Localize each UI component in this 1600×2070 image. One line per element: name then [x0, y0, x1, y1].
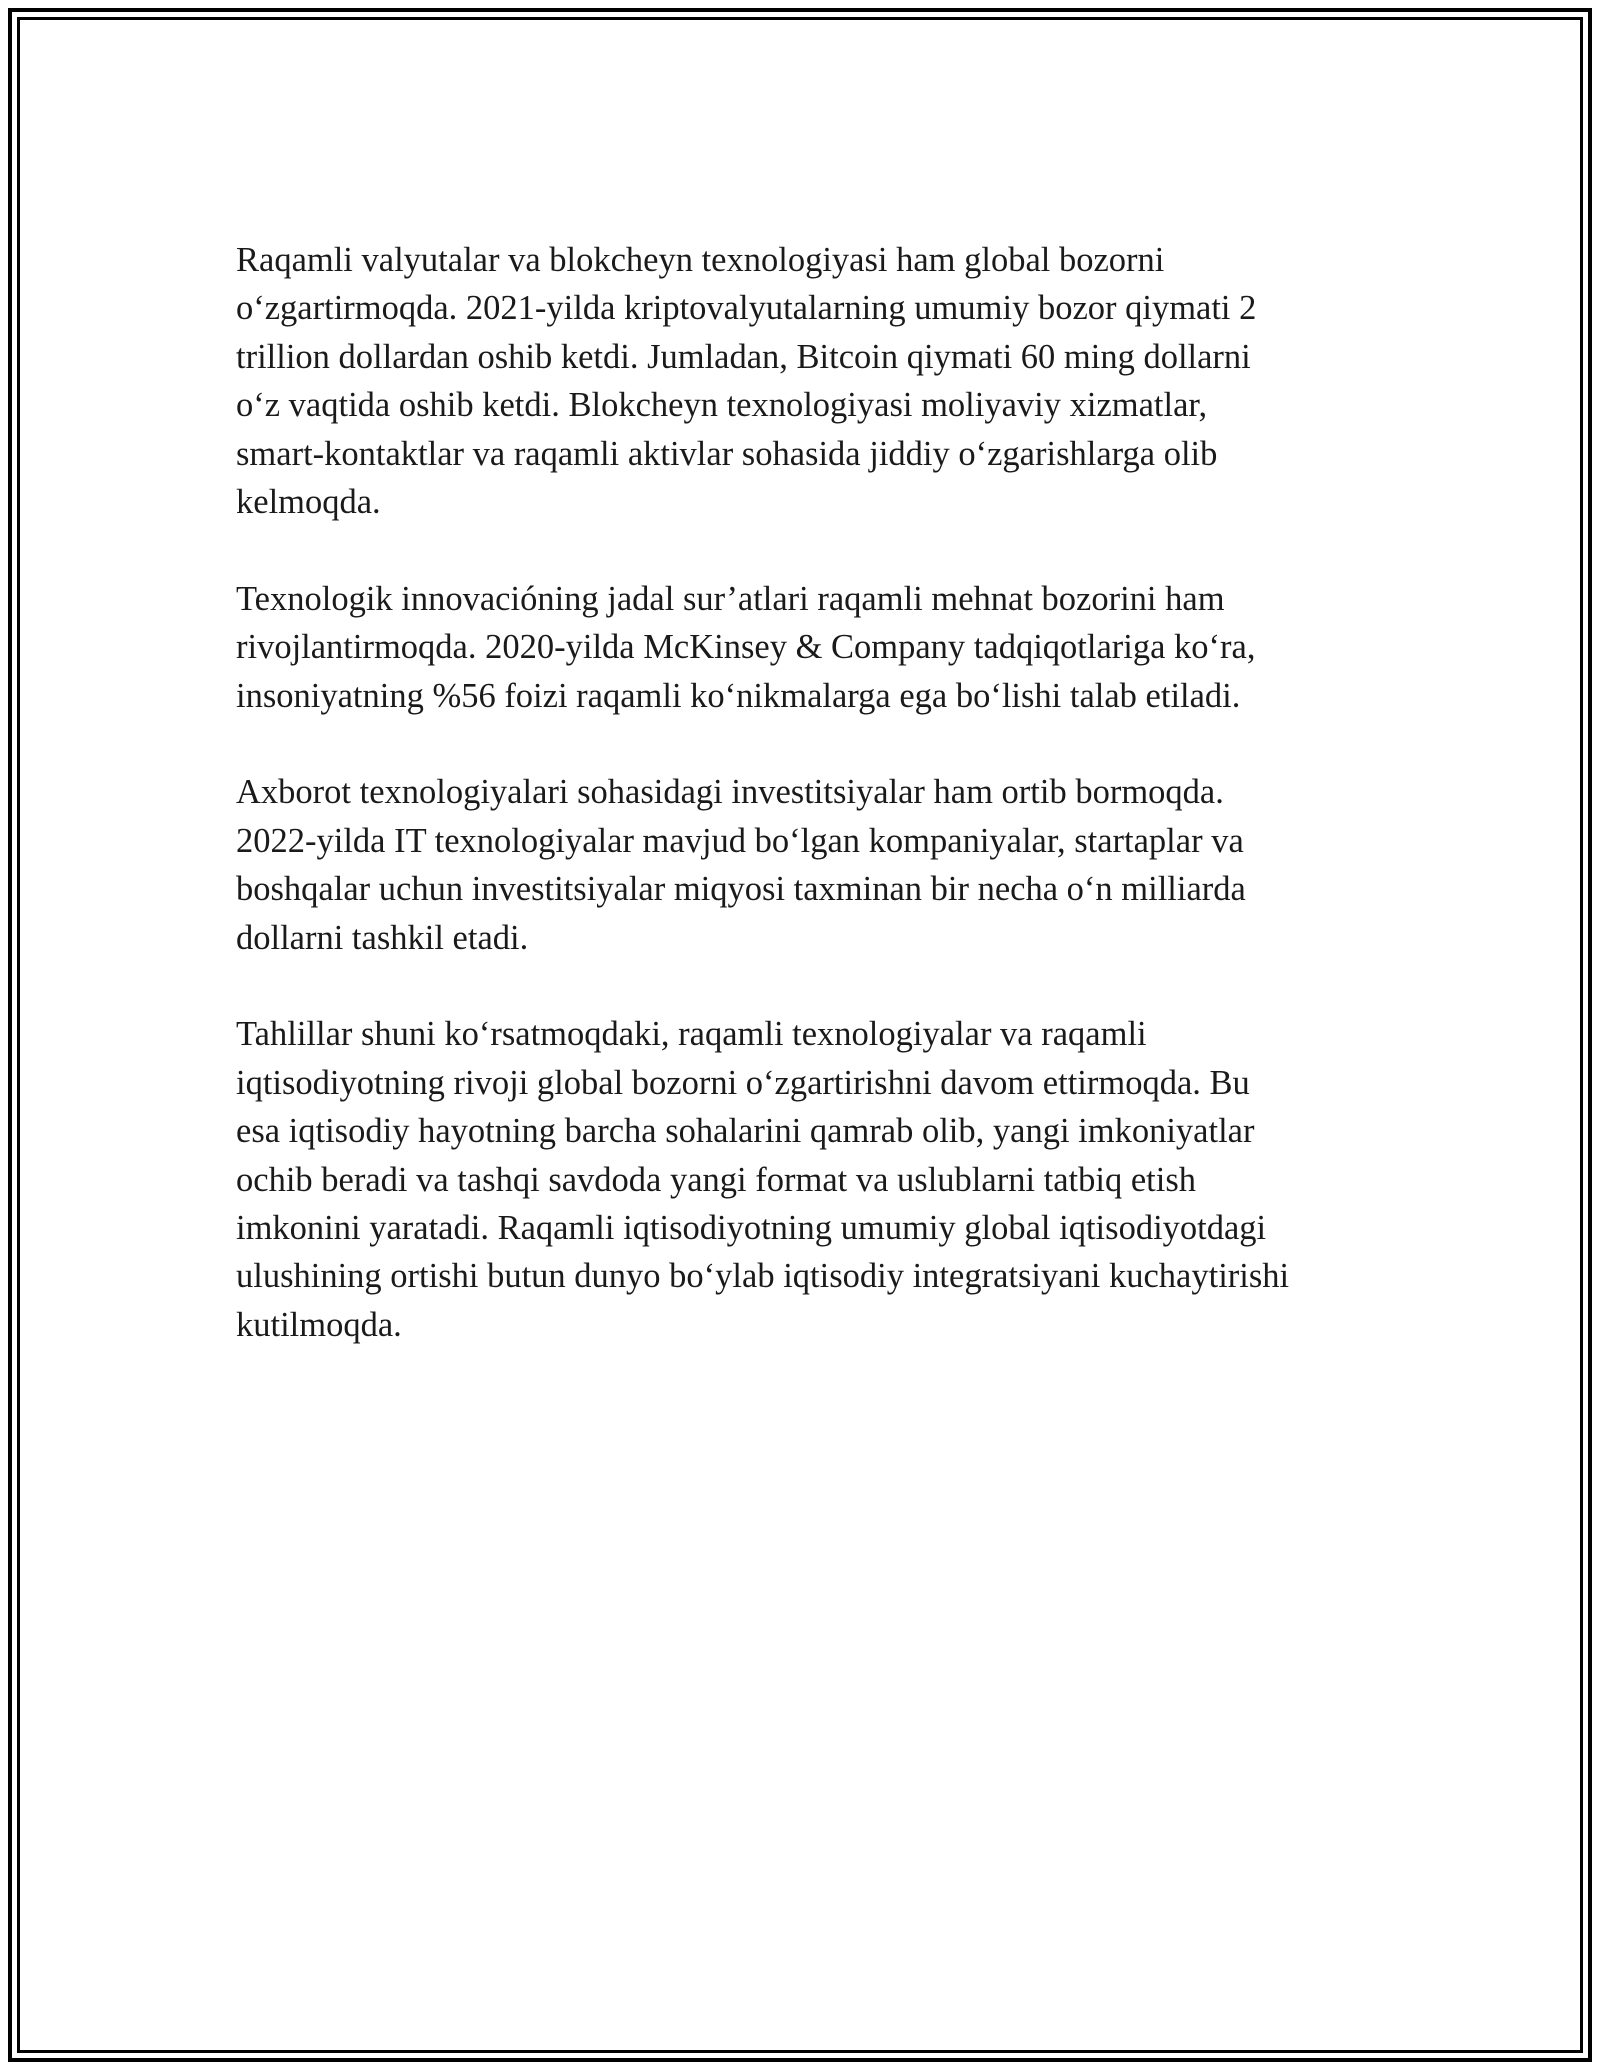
paragraph-line: smart-kontaktlar va raqamli aktivlar sohasida jiddiy o‘zgarishlarga olib [236, 434, 1218, 473]
paragraph-line: trillion dollardan oshib ketdi. Jumladan, Bitcoin qiymati 60 ming dollarni [236, 337, 1251, 376]
paragraph-line: o‘zgartirmoqda. 2021-yilda kriptovalyutalarning umumiy bozor qiymati 2 [236, 289, 1257, 328]
paragraph-3 [236, 768, 1366, 962]
paragraph-2 [236, 575, 1366, 720]
paragraph-line: rivojlantirmoqda. 2020-yilda McKinsey & Company tadqiqotlariga ko‘ra, [236, 628, 1256, 667]
paragraph-line: iqtisodiyotning rivoji global bozorni o‘zgartirishni davom ettirmoqda. Bu [236, 1063, 1250, 1102]
paragraph-line: Texnologik innovacióning jadal sur’atlari raqamli mehnat bozorini ham [236, 579, 1225, 618]
paragraph-line: Tahlillar shuni ko‘rsatmoqdaki, raqamli texnologiyalar va raqamli [236, 1015, 1147, 1054]
document-body [236, 236, 1366, 1349]
paragraph-line: esa iqtisodiy hayotning barcha sohalarini qamrab olib, yangi imkoniyatlar [236, 1112, 1255, 1151]
paragraph-4 [236, 1010, 1366, 1349]
paragraph-line: boshqalar uchun investitsiyalar miqyosi taxminan bir necha o‘n milliarda [236, 870, 1246, 909]
paragraph-line: imkonini yaratadi. Raqamli iqtisodiyotning umumiy global iqtisodiyotdagi [236, 1209, 1267, 1248]
paragraph-line: kutilmoqda. [236, 1305, 402, 1344]
paragraph-line: insoniyatning %56 foizi raqamli ko‘nikmalarga ega bo‘lishi talab etiladi. [236, 676, 1241, 715]
paragraph-line: Raqamli valyutalar va blokcheyn texnologiyasi ham global bozorni [236, 241, 1165, 279]
paragraph-1 [236, 236, 1366, 526]
paragraph-line: kelmoqda. [236, 483, 381, 522]
paragraph-line: 2022-yilda IT texnologiyalar mavjud bo‘lgan kompaniyalar, startaplar va [236, 821, 1244, 860]
paragraph-line: Axborot texnologiyalari sohasidagi investitsiyalar ham ortib bormoqda. [236, 773, 1224, 812]
paragraph-line: dollarni tashkil etadi. [236, 918, 529, 957]
paragraph-line: ulushining ortishi butun dunyo bo‘ylab iqtisodiy integratsiyani kuchaytirishi [236, 1257, 1290, 1296]
paragraph-line: ochib beradi va tashqi savdoda yangi format va uslublarni tatbiq etish [236, 1160, 1197, 1199]
paragraph-line: o‘z vaqtida oshib ketdi. Blokcheyn texnologiyasi moliyaviy xizmatlar, [236, 386, 1208, 425]
